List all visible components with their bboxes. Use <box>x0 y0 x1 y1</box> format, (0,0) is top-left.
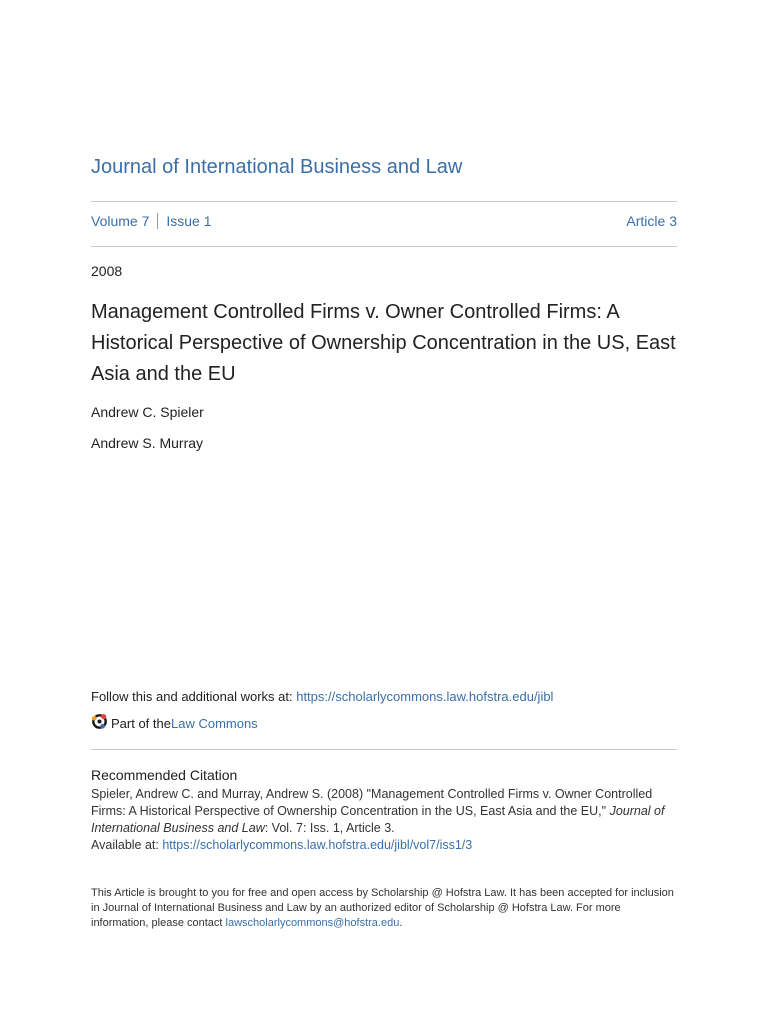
issue-meta-row <box>91 213 677 229</box>
access-notice-end: . <box>399 917 403 929</box>
header-divider-top <box>91 201 677 202</box>
law-commons-link[interactable]: Law Commons <box>170 715 258 731</box>
access-notice-text: This Article is brought to you for free and open access by Scholarship @ Hofstra Law. It has been accepted for inclusion in Journal of International Business and Law by an authorized editor of Scholarship @ Hofstra Law. For more information, please contact <box>91 887 674 929</box>
meta-separator <box>157 213 158 229</box>
citation-details: : Vol. 7: Iss. 1, Article 3. <box>264 821 395 835</box>
contact-email-link[interactable]: lawscholarlycommons@hofstra.edu <box>225 917 400 929</box>
available-prefix: Available at: <box>91 838 163 852</box>
follow-line <box>91 689 553 704</box>
article-title: Management Controlled Firms v. Owner Controlled Firms: A Historical Perspective of Ownership Concentration in the US, East Asia and the EU <box>91 301 676 385</box>
citation-divider <box>91 749 677 750</box>
issue-link[interactable]: Issue 1 <box>166 213 212 229</box>
recommended-citation-heading: Recommended Citation <box>91 767 238 783</box>
journal-title[interactable]: Journal of International Business and Law <box>91 156 463 178</box>
publication-year: 2008 <box>91 263 123 279</box>
citation-text <box>91 786 677 854</box>
header-divider-bottom <box>91 246 677 247</box>
citation-journal: Journal of International Business and Law <box>91 804 665 835</box>
part-of-prefix: Part of the <box>111 715 171 731</box>
access-notice <box>91 886 677 931</box>
author-name: Andrew C. Spieler <box>91 404 204 420</box>
volume-link[interactable]: Volume 7 <box>91 213 150 229</box>
article-url-link[interactable]: https://scholarlycommons.law.hofstra.edu/jibl/vol7/iss1/3 <box>162 838 473 852</box>
collection-url-link[interactable]: https://scholarlycommons.law.hofstra.edu/jibl <box>296 689 554 704</box>
part-of-line <box>91 713 258 733</box>
network-commons-icon <box>91 713 111 733</box>
author-name: Andrew S. Murray <box>91 435 204 451</box>
article-link[interactable]: Article 3 <box>626 213 677 229</box>
follow-prefix: Follow this and additional works at: <box>91 689 297 704</box>
citation-body: Spieler, Andrew C. and Murray, Andrew S. (2008) "Management Controlled Firms v. Owner Controlled Firms: A Historical Perspective of Ownership Concentration in the US, East Asia and the EU," <box>91 787 653 818</box>
